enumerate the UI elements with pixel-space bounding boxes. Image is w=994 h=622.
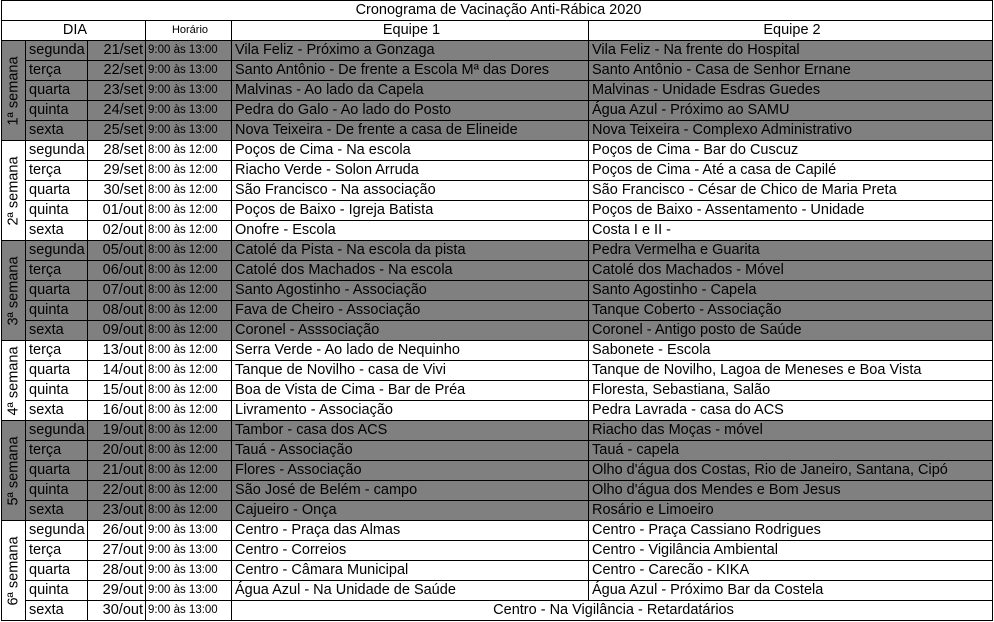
header-horario: Horário	[146, 21, 232, 41]
header-dia: DIA	[2, 21, 146, 41]
table-row	[2, 161, 993, 181]
week-label: 5ª semana	[5, 435, 21, 506]
date-cell: 23/set	[88, 81, 146, 101]
day-cell: quinta	[26, 301, 88, 321]
date-cell: 07/out	[88, 281, 146, 301]
day-cell: quarta	[26, 361, 88, 381]
date-cell: 30/out	[88, 601, 146, 621]
time-cell: 9:00 às 13:00	[146, 121, 232, 141]
equipe2-cell: Pedra Lavrada - casa do ACS	[589, 401, 993, 421]
equipe1-cell: São Francisco - Na associação	[232, 181, 589, 201]
date-cell: 24/set	[88, 101, 146, 121]
time-cell: 8:00 às 12:00	[146, 421, 232, 441]
date-cell: 22/out	[88, 481, 146, 501]
equipe2-cell: São Francisco - César de Chico de Maria Preta	[589, 181, 993, 201]
table-row	[2, 321, 993, 341]
equipe1-cell: Nova Teixeira - De frente a casa de Elineide	[232, 121, 589, 141]
header-row	[2, 21, 993, 41]
time-cell: 9:00 às 13:00	[146, 521, 232, 541]
table-row	[2, 141, 993, 161]
date-cell: 20/out	[88, 441, 146, 461]
equipe1-cell: Cajueiro - Onça	[232, 501, 589, 521]
day-cell: segunda	[26, 141, 88, 161]
week-label: 4ª semana	[5, 345, 21, 416]
date-cell: 09/out	[88, 321, 146, 341]
equipe2-cell: Nova Teixeira - Complexo Administrativo	[589, 121, 993, 141]
time-cell: 9:00 às 13:00	[146, 581, 232, 601]
equipe2-cell: Costa I e II -	[589, 221, 993, 241]
merged-location-cell: Centro - Na Vigilância - Retardatários	[232, 601, 993, 621]
equipe2-cell: Pedra Vermelha e Guarita	[589, 241, 993, 261]
table-row	[2, 181, 993, 201]
date-cell: 08/out	[88, 301, 146, 321]
day-cell: terça	[26, 61, 88, 81]
date-cell: 05/out	[88, 241, 146, 261]
equipe2-cell: Água Azul - Próximo Bar da Costela	[589, 581, 993, 601]
date-cell: 23/out	[88, 501, 146, 521]
week-label-cell	[2, 421, 26, 521]
table-row	[2, 121, 993, 141]
date-cell: 21/out	[88, 461, 146, 481]
equipe1-cell: Malvinas - Ao lado da Capela	[232, 81, 589, 101]
time-cell: 8:00 às 12:00	[146, 141, 232, 161]
equipe1-cell: Vila Feliz - Próximo a Gonzaga	[232, 41, 589, 61]
equipe2-cell: Sabonete - Escola	[589, 341, 993, 361]
time-cell: 8:00 às 12:00	[146, 281, 232, 301]
table-row	[2, 301, 993, 321]
day-cell: sexta	[26, 601, 88, 621]
equipe2-cell: Poços de Baixo - Assentamento - Unidade	[589, 201, 993, 221]
day-cell: sexta	[26, 121, 88, 141]
time-cell: 8:00 às 12:00	[146, 301, 232, 321]
equipe1-cell: Centro - Câmara Municipal	[232, 561, 589, 581]
equipe2-cell: Tanque de Novilho, Lagoa de Meneses e Boa Vista	[589, 361, 993, 381]
equipe2-cell: Coronel - Antigo posto de Saúde	[589, 321, 993, 341]
day-cell: terça	[26, 261, 88, 281]
table-row	[2, 561, 993, 581]
time-cell: 8:00 às 12:00	[146, 261, 232, 281]
date-cell: 15/out	[88, 381, 146, 401]
week-label: 1ª semana	[5, 55, 21, 126]
date-cell: 01/out	[88, 201, 146, 221]
day-cell: segunda	[26, 241, 88, 261]
equipe1-cell: Coronel - Asssociação	[232, 321, 589, 341]
equipe1-cell: Fava de Cheiro - Associação	[232, 301, 589, 321]
table-row	[2, 361, 993, 381]
date-cell: 22/set	[88, 61, 146, 81]
equipe2-cell: Catolé dos Machados - Móvel	[589, 261, 993, 281]
table-row	[2, 541, 993, 561]
equipe1-cell: Santo Agostinho - Associação	[232, 281, 589, 301]
week-label-cell	[2, 241, 26, 341]
time-cell: 8:00 às 12:00	[146, 481, 232, 501]
time-cell: 8:00 às 12:00	[146, 161, 232, 181]
header-equipe1: Equipe 1	[232, 21, 589, 41]
day-cell: terça	[26, 161, 88, 181]
date-cell: 19/out	[88, 421, 146, 441]
equipe2-cell: Poços de Cima - Bar do Cuscuz	[589, 141, 993, 161]
table-row	[2, 421, 993, 441]
day-cell: segunda	[26, 41, 88, 61]
date-cell: 21/set	[88, 41, 146, 61]
time-cell: 8:00 às 12:00	[146, 341, 232, 361]
equipe1-cell: Pedra do Galo - Ao lado do Posto	[232, 101, 589, 121]
equipe1-cell: Boa de Vista de Cima - Bar de Préa	[232, 381, 589, 401]
time-cell: 9:00 às 13:00	[146, 541, 232, 561]
time-cell: 9:00 às 13:00	[146, 81, 232, 101]
equipe1-cell: Tauá - Associação	[232, 441, 589, 461]
day-cell: quarta	[26, 181, 88, 201]
table-row	[2, 201, 993, 221]
equipe2-cell: Santo Antônio - Casa de Senhor Ernane	[589, 61, 993, 81]
equipe2-cell: Floresta, Sebastiana, Salão	[589, 381, 993, 401]
time-cell: 8:00 às 12:00	[146, 361, 232, 381]
day-cell: terça	[26, 541, 88, 561]
equipe1-cell: Livramento - Associação	[232, 401, 589, 421]
table-row	[2, 81, 993, 101]
week-label-cell	[2, 521, 26, 621]
equipe2-cell: Centro - Vigilância Ambiental	[589, 541, 993, 561]
time-cell: 8:00 às 12:00	[146, 381, 232, 401]
date-cell: 28/out	[88, 561, 146, 581]
header-equipe2: Equipe 2	[589, 21, 993, 41]
week-label: 6ª semana	[5, 535, 21, 606]
day-cell: quarta	[26, 81, 88, 101]
day-cell: quarta	[26, 281, 88, 301]
table-row	[2, 261, 993, 281]
week-label-cell	[2, 341, 26, 421]
equipe2-cell: Centro - Carecão - KIKA	[589, 561, 993, 581]
date-cell: 29/set	[88, 161, 146, 181]
day-cell: segunda	[26, 421, 88, 441]
day-cell: quarta	[26, 461, 88, 481]
day-cell: quinta	[26, 101, 88, 121]
equipe1-cell: Tanque de Novilho - casa de Vivi	[232, 361, 589, 381]
date-cell: 29/out	[88, 581, 146, 601]
date-cell: 30/set	[88, 181, 146, 201]
equipe2-cell: Vila Feliz - Na frente do Hospital	[589, 41, 993, 61]
time-cell: 9:00 às 13:00	[146, 41, 232, 61]
equipe2-cell: Rosário e Limoeiro	[589, 501, 993, 521]
week-label-cell	[2, 141, 26, 241]
time-cell: 8:00 às 12:00	[146, 501, 232, 521]
table-row	[2, 461, 993, 481]
time-cell: 8:00 às 12:00	[146, 241, 232, 261]
equipe2-cell: Tanque Coberto - Associação	[589, 301, 993, 321]
time-cell: 8:00 às 12:00	[146, 201, 232, 221]
equipe1-cell: Catolé dos Machados - Na escola	[232, 261, 589, 281]
table-row	[2, 481, 993, 501]
equipe2-cell: Tauá - capela	[589, 441, 993, 461]
date-cell: 27/out	[88, 541, 146, 561]
equipe2-cell: Malvinas - Unidade Esdras Guedes	[589, 81, 993, 101]
table-row	[2, 281, 993, 301]
equipe1-cell: Serra Verde - Ao lado de Nequinho	[232, 341, 589, 361]
time-cell: 9:00 às 13:00	[146, 61, 232, 81]
day-cell: quinta	[26, 201, 88, 221]
day-cell: sexta	[26, 401, 88, 421]
table-row	[2, 381, 993, 401]
table-title: Cronograma de Vacinação Anti-Rábica 2020	[2, 1, 993, 21]
equipe2-cell: Centro - Praça Cassiano Rodrigues	[589, 521, 993, 541]
time-cell: 8:00 às 12:00	[146, 321, 232, 341]
equipe1-cell: Catolé da Pista - Na escola da pista	[232, 241, 589, 261]
date-cell: 28/set	[88, 141, 146, 161]
time-cell: 9:00 às 13:00	[146, 601, 232, 621]
date-cell: 16/out	[88, 401, 146, 421]
table-row	[2, 601, 993, 621]
table-row	[2, 61, 993, 81]
equipe2-cell: Poços de Cima - Até a casa de Capilé	[589, 161, 993, 181]
day-cell: quinta	[26, 481, 88, 501]
day-cell: quinta	[26, 381, 88, 401]
week-label: 3ª semana	[5, 255, 21, 326]
equipe1-cell: Centro - Praça das Almas	[232, 521, 589, 541]
equipe2-cell: Olho d'água dos Mendes e Bom Jesus	[589, 481, 993, 501]
date-cell: 06/out	[88, 261, 146, 281]
time-cell: 8:00 às 12:00	[146, 181, 232, 201]
date-cell: 02/out	[88, 221, 146, 241]
equipe1-cell: Água Azul - Na Unidade de Saúde	[232, 581, 589, 601]
equipe1-cell: Tambor - casa dos ACS	[232, 421, 589, 441]
equipe2-cell: Água Azul - Próximo ao SAMU	[589, 101, 993, 121]
table-row	[2, 221, 993, 241]
table-row	[2, 41, 993, 61]
table-row	[2, 101, 993, 121]
date-cell: 13/out	[88, 341, 146, 361]
day-cell: segunda	[26, 521, 88, 541]
day-cell: quinta	[26, 581, 88, 601]
table-row	[2, 341, 993, 361]
table-row	[2, 241, 993, 261]
equipe2-cell: Santo Agostinho - Capela	[589, 281, 993, 301]
equipe1-cell: Riacho Verde - Solon Arruda	[232, 161, 589, 181]
date-cell: 25/set	[88, 121, 146, 141]
equipe1-cell: Poços de Baixo - Igreja Batista	[232, 201, 589, 221]
week-label-cell	[2, 41, 26, 141]
table-row	[2, 401, 993, 421]
time-cell: 8:00 às 12:00	[146, 441, 232, 461]
week-label: 2ª semana	[5, 155, 21, 226]
table-row	[2, 521, 993, 541]
day-cell: sexta	[26, 501, 88, 521]
table-row	[2, 581, 993, 601]
date-cell: 14/out	[88, 361, 146, 381]
time-cell: 8:00 às 12:00	[146, 221, 232, 241]
title-row	[2, 1, 993, 21]
table-row	[2, 501, 993, 521]
equipe1-cell: São José de Belém - campo	[232, 481, 589, 501]
equipe2-cell: Olho d'água dos Costas, Rio de Janeiro, Santana, Cipó	[589, 461, 993, 481]
time-cell: 8:00 às 12:00	[146, 461, 232, 481]
day-cell: sexta	[26, 221, 88, 241]
day-cell: sexta	[26, 321, 88, 341]
schedule-table	[1, 0, 993, 621]
table-row	[2, 441, 993, 461]
equipe1-cell: Poços de Cima - Na escola	[232, 141, 589, 161]
time-cell: 8:00 às 12:00	[146, 401, 232, 421]
equipe1-cell: Santo Antônio - De frente a Escola Mª das Dores	[232, 61, 589, 81]
date-cell: 26/out	[88, 521, 146, 541]
time-cell: 9:00 às 13:00	[146, 561, 232, 581]
equipe1-cell: Centro - Correios	[232, 541, 589, 561]
day-cell: terça	[26, 441, 88, 461]
equipe1-cell: Onofre - Escola	[232, 221, 589, 241]
equipe2-cell: Riacho das Moças - móvel	[589, 421, 993, 441]
equipe1-cell: Flores - Associação	[232, 461, 589, 481]
day-cell: quarta	[26, 561, 88, 581]
time-cell: 9:00 às 13:00	[146, 101, 232, 121]
day-cell: terça	[26, 341, 88, 361]
